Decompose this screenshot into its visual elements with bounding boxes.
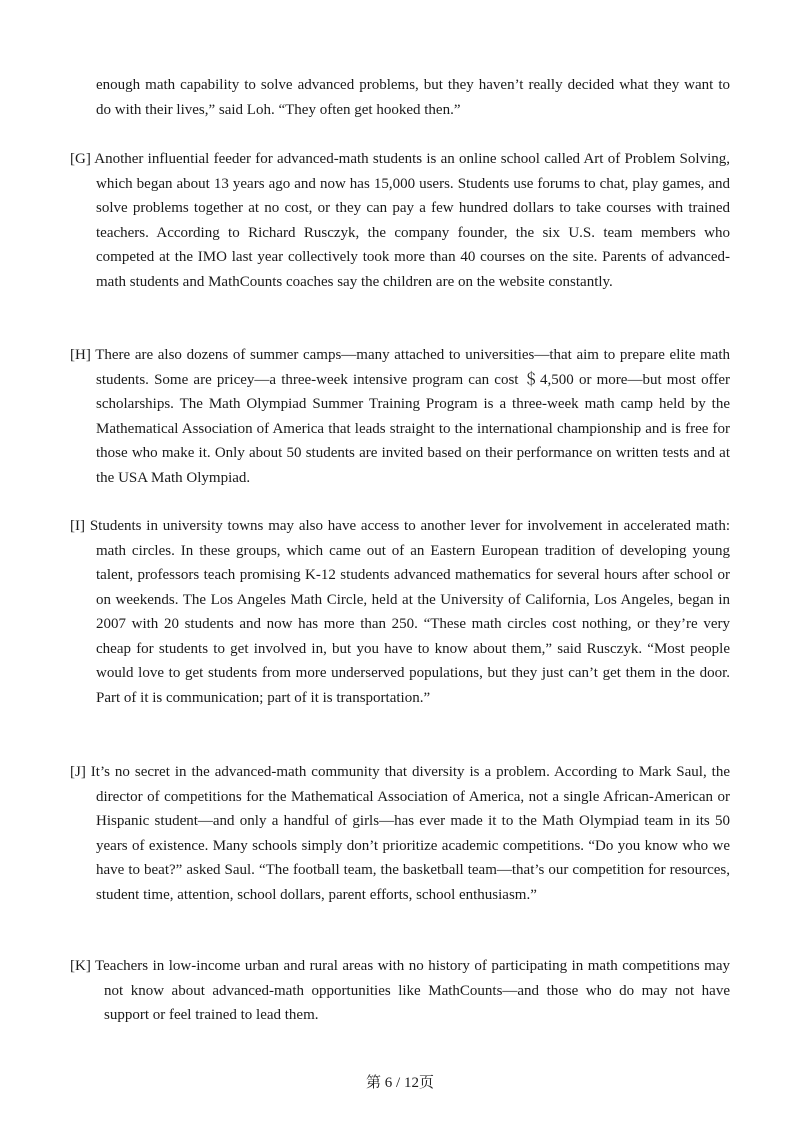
paragraph-text: Another influential feeder for advanced-math students is an online school called Art of Problem Solving, which began about 13 years ago and now has 15,000 users. Students use forums to chat, play games, and solve problems together at no cost, or they can pay a few hundred dollars to take courses with trained teachers. According to Richard Rusczyk, the company founder, the six U.S. team members who competed at the IMO last year collectively took more than 40 courses on the site. Parents of advanced-math students and MathCounts coaches say the children are on the website constantly. (94, 151, 730, 290)
paragraph-h (70, 343, 730, 490)
paragraph-i (70, 514, 730, 710)
paragraph-j (70, 760, 730, 907)
paragraph-continuation (70, 73, 730, 122)
paragraph-text: Teachers in low-income urban and rural areas with no history of participating in math competitions may not know about advanced-math opportunities like MathCounts—and those who do may not have support or feel trained to lead them. (95, 958, 730, 1023)
paragraph-label: [H] (70, 347, 91, 363)
paragraph-text: Students in university towns may also have access to another lever for involvement in accelerated math: math circles. In these groups, which came out of an Eastern European tradition of developing young talent, professors teach promising K-12 students advanced mathematics for several hours after school or on weekends. The Los Angeles Math Circle, held at the University of California, Los Angeles, began in 2007 with 20 students and now has more than 250. “These math circles cost nothing, or they’re very cheap for students to get involved in, but you have to know about them,” said Rusczyk. “Most people would love to get students from more underserved populations, but they just can’t get them in the door. Part of it is communication; part of it is transportation.” (89, 518, 731, 706)
paragraph-k (70, 954, 730, 1028)
paragraph-label: [I] (70, 518, 85, 534)
paragraph-label: [J] (70, 764, 86, 780)
paragraph-label: [G] (70, 151, 91, 167)
paragraph-label: [K] (70, 958, 91, 974)
paragraph-text: It’s no secret in the advanced-math community that diversity is a problem. According to Mark Saul, the director of competitions for the Mathematical Association of America, not a single African-American or Hispanic student—and only a handful of girls—has ever made it to the Math Olympiad team in its 50 years of existence. Many schools simply don’t prioritize academic competitions. “Do you know who we have to beat?” asked Saul. “The football team, the basketball team—that’s our competition for resources, student time, attention, school dollars, parent efforts, school enthusiasm.” (90, 764, 730, 903)
page-number-footer: 第 6 / 12页 (366, 1075, 434, 1091)
paragraph-text: There are also dozens of summer camps—many attached to universities—that aim to prepare elite math students. Some are pricey—a three-week intensive program can cost ＄4,500 or more—but most offer scholarships. The Math Olympiad Summer Training Program is a three-week math camp held by the Mathematical Association of America that leads straight to the international championship and is free for those who make it. Only about 50 students are invited based on their performance on written tests and at the USA Math Olympiad. (95, 347, 730, 486)
paragraph-text: enough math capability to solve advanced problems, but they haven’t really decided what they want to do with their lives,” said Loh. “They often get hooked then.” (96, 77, 730, 118)
paragraph-g (70, 147, 730, 294)
